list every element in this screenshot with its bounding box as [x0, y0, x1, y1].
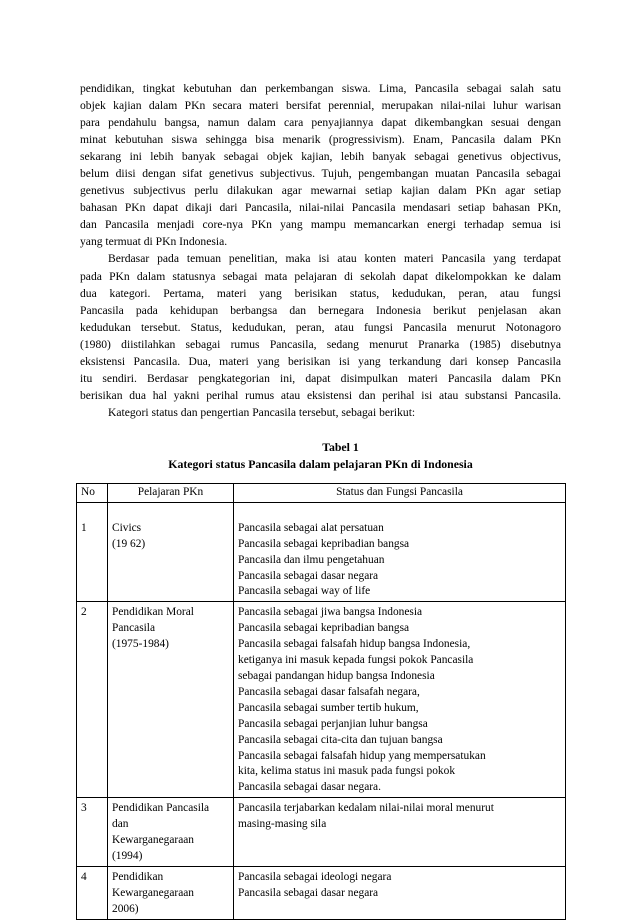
paragraph-line: belum diisi dengan sifat genetivus subjectivus. Tujuh, pengembangan muatan Pancasila sebagai [80, 167, 561, 181]
table-title: Tabel 1 [322, 439, 359, 454]
header-status: Status dan Fungsi Pancasila [234, 483, 566, 502]
paragraph-line: (1980) diistilahkan sebagai rumus Pancasila, sedang menurut Pranarka (1985) disebutnya [80, 337, 561, 351]
subject-line: Pendidikan [112, 870, 164, 883]
status-line: Pancasila sebagai perjanjian luhur bangsa [238, 717, 428, 730]
subject-line: Kewarganegaraan [112, 834, 195, 847]
status-line: Pancasila sebagai dasar falsafah negara, [238, 685, 420, 698]
status-cell [234, 798, 566, 867]
row-number: 2 [77, 602, 108, 798]
subject-cell [108, 502, 234, 602]
paragraph-line: eksistensi Pancasila. Dua, materi yang berisikan isi yang terkandung dari konsep Pancasila [80, 354, 561, 368]
paragraph-line: itu sendiri. Berdasar pengkategorian ini, dapat disimpulkan materi Pancasila dalam PKn [80, 371, 561, 385]
status-line: Pancasila sebagai falsafah hidup bangsa Indonesia, [238, 638, 471, 651]
table-header-row [77, 483, 566, 502]
paragraph-line: Kategori status dan pengertian Pancasila tersebut, sebagai berikut: [108, 405, 416, 419]
paragraph-line: pendidikan, tingkat kebutuhan dan perkembangan siswa. Lima, Pancasila sebagai salah satu [80, 82, 561, 95]
status-line: Pancasila sebagai sumber tertib hukum, [238, 701, 419, 714]
subject-line: Pendidikan Moral [112, 606, 194, 619]
status-cell [234, 602, 566, 798]
subject-cell [108, 798, 234, 867]
table-row [77, 866, 566, 919]
subject-line: Pancasila [112, 622, 156, 635]
status-line: Pancasila sebagai kepribadian bangsa [238, 622, 410, 635]
table-heading [80, 439, 561, 473]
paragraph-line: genetivus subjectivus perlu dilakukan agar mewarnai setiap kajian dalam PKn agar setiap [80, 184, 561, 198]
paragraph-line: dua kategori. Pertama, materi yang berisikan status, kedudukan, peran, atau fungsi [80, 286, 561, 300]
status-line: Pancasila sebagai jiwa bangsa Indonesia [238, 606, 423, 619]
document-page [80, 80, 561, 920]
status-cell [234, 866, 566, 919]
subject-line: (1975-1984) [112, 638, 169, 651]
status-table [76, 483, 566, 920]
table-row [77, 798, 566, 867]
status-line: ketiganya ini masuk kepada fungsi pokok Pancasila [238, 654, 474, 667]
body-text [80, 80, 561, 421]
status-line: Pancasila sebagai ideologi negara [238, 870, 392, 883]
status-line: masing-masing sila [238, 818, 327, 831]
subject-cell [108, 602, 234, 798]
status-line: sebagai pandangan hidup bangsa Indonesia [238, 670, 435, 682]
subject-line: (1994) [112, 849, 143, 862]
paragraph-line: objek kajian dalam PKn secara materi bersifat perennial, merupakan nilai-nilai luhur warisan [80, 99, 561, 113]
status-line: Pancasila sebagai way of life [238, 585, 371, 598]
subject-line: dan [112, 818, 129, 831]
paragraph-line: bahasan PKn dapat dikaji dari Pancasila, nilai-nilai Pancasila mendasari setiap bahasan PKn, [80, 201, 561, 215]
status-line: Pancasila sebagai dasar negara [238, 886, 379, 899]
paragraph-line: Pancasila pada kehidupan berbangsa dan bernegara Indonesia berikut penjelasan akan [80, 303, 561, 317]
row-number: 4 [77, 866, 108, 919]
table-row [77, 502, 566, 602]
status-line: kita, kelima status ini masuk pada fungsi pokok [238, 765, 456, 778]
subject-cell [108, 866, 234, 919]
subject-line: Civics [112, 521, 142, 534]
subject-line: Kewarganegaraan [112, 886, 195, 899]
paragraph-line: Berdasar pada temuan penelitian, maka isi atau konten materi Pancasila yang terdapat [108, 252, 561, 266]
status-cell [234, 502, 566, 602]
status-line: Pancasila sebagai cita-cita dan tujuan bangsa [238, 733, 443, 746]
status-line: Pancasila sebagai alat persatuan [238, 521, 384, 534]
paragraph-line: berisikan dua hal yakni perihal rumus atau eksistensi dan perihal isi atau substansi Pancasila. [80, 388, 561, 402]
table-row [77, 602, 566, 798]
paragraph-line: minat kebutuhan siswa sehingga bisa menarik (progressivism). Enam, Pancasila dalam PKn [80, 133, 561, 147]
paragraph-line: sekarang ini lebih banyak sebagai objek kajian, lebih banyak sebagai genetivus objectivus, [80, 150, 561, 164]
subject-line: (19 62) [112, 537, 146, 550]
status-line: Pancasila dan ilmu pengetahuan [238, 553, 385, 566]
paragraph-line: kedudukan tersebut. Status, kedudukan, peran, atau fungsi Pancasila menurut Notonagoro [80, 320, 561, 334]
status-line: Pancasila sebagai falsafah hidup yang mempersatukan [238, 749, 486, 762]
header-no: No [77, 483, 108, 502]
status-line: Pancasila sebagai dasar negara. [238, 781, 381, 794]
subject-line: 2006) [112, 902, 139, 915]
paragraph-line: para pendahulu bangsa, namun dalam cara penyajiannya dapat dikembangkan sesuai dengan [80, 116, 561, 130]
status-line: Pancasila sebagai dasar negara [238, 569, 379, 582]
row-number: 3 [77, 798, 108, 867]
paragraph-line: dan Pancasila menjadi core-nya PKn yang mampu memancarkan energi terhadap semua isi [80, 218, 561, 232]
table-caption: Kategori status Pancasila dalam pelajaran PKn di Indonesia [168, 456, 473, 471]
row-number: 1 [77, 502, 108, 602]
header-subject: Pelajaran PKn [108, 483, 234, 502]
subject-line: Pendidikan Pancasila [112, 802, 210, 815]
paragraph-line: pada PKn dalam statusnya sebagai mata pelajaran di sekolah dapat dikelompokkan ke dalam [80, 269, 561, 283]
status-line: Pancasila sebagai kepribadian bangsa [238, 537, 410, 550]
paragraph-line: yang termuat di PKn Indonesia. [80, 235, 228, 249]
status-line: Pancasila terjabarkan kedalam nilai-nilai moral menurut [238, 802, 494, 815]
